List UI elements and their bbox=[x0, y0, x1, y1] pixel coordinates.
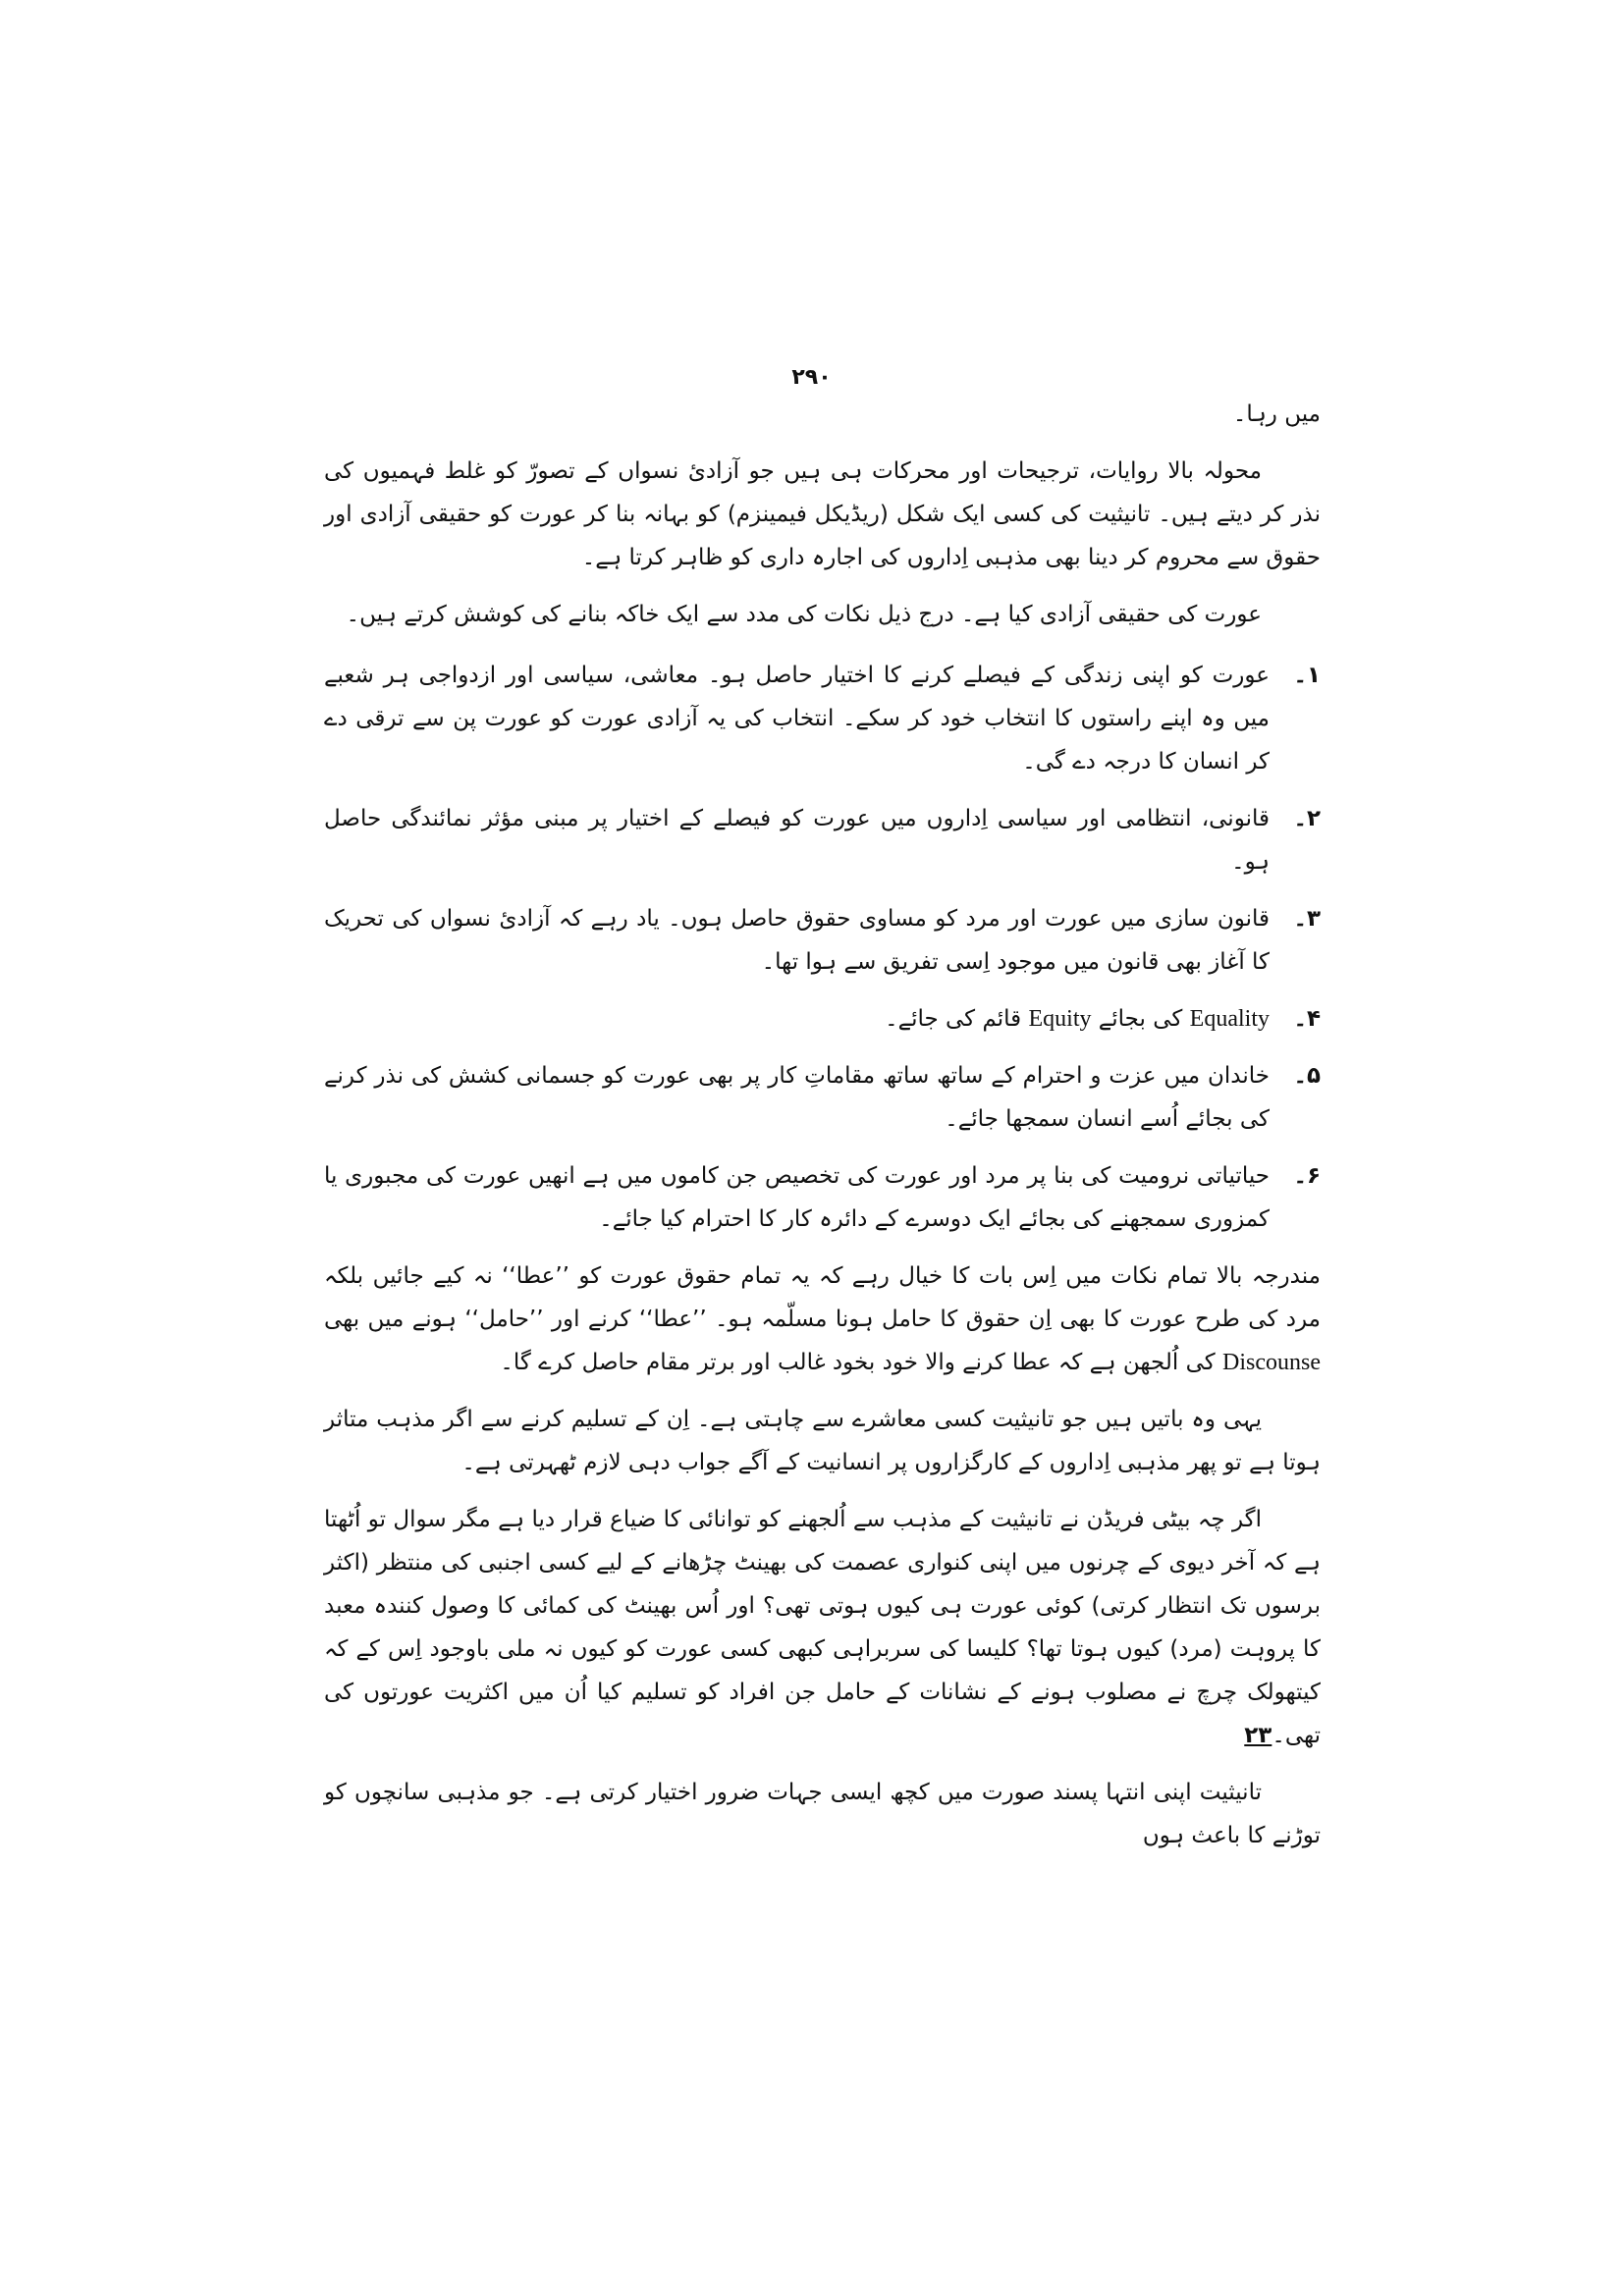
page-number: ۲۹۰ bbox=[791, 365, 832, 390]
list-item bbox=[324, 897, 1321, 984]
paragraph-rights-note bbox=[324, 1255, 1321, 1384]
list-item-text-after: قائم کی جائے۔ bbox=[885, 1006, 1029, 1032]
latin-term-discourse: Discounse bbox=[1222, 1350, 1321, 1375]
paragraph-continuation: میں رہا۔ bbox=[1232, 401, 1321, 427]
list-item-number: ۳۔ bbox=[1293, 906, 1321, 932]
list-item-text-mid: کی بجائے bbox=[1091, 1006, 1190, 1032]
list-item-number: ۵۔ bbox=[1293, 1063, 1321, 1089]
page-body bbox=[324, 393, 1321, 1871]
paragraph-rights-text-a: مندرجہ بالا تمام نکات میں اِس بات کا خیال رہے کہ یہ تمام حقوق عورت کو ’’عطا‘‘ نہ کیے جائیں بلکہ مرد کی طرح عورت کا بھی اِن حقوق کا حامل ہونا مسلّمہ ہو۔ ’’عطا‘‘ کرنے اور ’’حامل‘‘ ہونے میں بھی bbox=[324, 1263, 1321, 1332]
list-item-text: حیاتیاتی نرومیت کی بنا پر مرد اور عورت کی تخصیص جن کاموں میں ہے انھیں عورت کی مجبوری یا کمزوری سمجھنے کی بجائے ایک دوسرے کے دائرہ کار کا احترام کیا جائے۔ bbox=[324, 1163, 1270, 1232]
paragraph-traditions: محولہ بالا روایات، ترجیحات اور محرکات ہی ہیں جو آزادیٔ نسواں کے تصورّ کو غلط فہمیوں کی نذر کر دیتے ہیں۔ تانیثیت کی کسی ایک شکل (ریڈیکل فیمینزم) کو بہانہ بنا کر عورت کو حقیقی آزادی اور حقوق سے محروم کر دینا بھی مذہبی اِداروں کی اجارہ داری کو ظاہر کرتا ہے۔ bbox=[324, 458, 1321, 570]
paragraph-friedan bbox=[324, 1498, 1321, 1757]
list-item-number: ۴۔ bbox=[1293, 1006, 1321, 1032]
list-item-text: خاندان میں عزت و احترام کے ساتھ ساتھ مقاماتِ کار پر بھی عورت کو جسمانی کشش کی نذر کرنے کی بجائے اُسے انسان سمجھا جائے۔ bbox=[324, 1063, 1270, 1132]
paragraph-list-intro: عورت کی حقیقی آزادی کیا ہے۔ درج ذیل نکات کی مدد سے ایک خاکہ بنانے کی کوشش کرتے ہیں۔ bbox=[346, 602, 1262, 627]
paragraph-friedan-text: اگر چہ بیٹی فریڈن نے تانیثیت کے مذہب سے اُلجھنے کو توانائی کا ضیاع قرار دیا ہے مگر سوال تو اُٹھتا ہے کہ آخر دیوی کے چرنوں میں اپنی کنواری عصمت کی بھینٹ چڑھانے کے لیے کسی اجنبی کی منتظر (اکثر برسوں تک انتظار کرتی) کوئی عورت ہی کیوں ہوتی تھی؟ اور اُس بھینٹ کی کمائی کا وصول کنندہ معبد کا پروہت (مرد) کیوں ہوتا تھا؟ کلیسا کی سربراہی کبھی کسی عورت کو کیوں نہ ملی باوجود اِس کے کہ کیتھولک چرچ نے مصلوب ہونے کے نشانات کے حامل جن افراد کو تسلیم کیا اُن میں اکثریت عورتوں کی تھی۔ bbox=[324, 1507, 1321, 1748]
list-item-text bbox=[324, 997, 1270, 1041]
list-item-number: ۶۔ bbox=[1293, 1163, 1321, 1189]
footnote-reference: ۲۳ bbox=[1244, 1723, 1272, 1748]
list-item bbox=[324, 654, 1321, 783]
list-item-number: ۱۔ bbox=[1293, 663, 1321, 688]
paragraph-rights-text-b: کی اُلجھن ہے کہ عطا کرنے والا خود بخود غالب اور برتر مقام حاصل کرے گا۔ bbox=[500, 1350, 1223, 1375]
list-item bbox=[324, 797, 1321, 883]
list-item-text: قانونی، انتظامی اور سیاسی اِداروں میں عورت کو فیصلے کے اختیار پر مبنی مؤثر نمائندگی حاصل ہو۔ bbox=[324, 806, 1270, 875]
list-item-text: عورت کو اپنی زندگی کے فیصلے کرنے کا اختیار حاصل ہو۔ معاشی، سیاسی اور ازدواجی ہر شعبے میں وہ اپنے راستوں کا انتخاب خود کر سکے۔ انتخاب کی یہ آزادی عورت کو عورت پن سے ترقی دے کر انسان کا درجہ دے گی۔ bbox=[324, 663, 1270, 774]
paragraph-feminism-demands: یہی وہ باتیں ہیں جو تانیثیت کسی معاشرے سے چاہتی ہے۔ اِن کے تسلیم کرنے سے اگر مذہب متاثر ہوتا ہے تو پھر مذہبی اِداروں کے کارگزاروں پر انسانیت کے آگے جواب دہی لازم ٹھہرتی ہے۔ bbox=[324, 1407, 1321, 1475]
latin-term-equity: Equity bbox=[1028, 1006, 1092, 1032]
list-item bbox=[324, 997, 1321, 1041]
list-item-number: ۲۔ bbox=[1293, 806, 1321, 831]
list-item bbox=[324, 1054, 1321, 1141]
paragraph-extreme-form: تانیثیت اپنی انتہا پسند صورت میں کچھ ایسی جہات ضرور اختیار کرتی ہے۔ جو مذہبی سانچوں کو توڑنے کا باعث ہوں bbox=[324, 1780, 1321, 1848]
list-item bbox=[324, 1154, 1321, 1241]
latin-term-equality: Equality bbox=[1189, 1006, 1270, 1032]
list-item-text: قانون سازی میں عورت اور مرد کو مساوی حقوق حاصل ہوں۔ یاد رہے کہ آزادیٔ نسواں کی تحریک کا آغاز بھی قانون میں موجود اِسی تفریق سے ہوا تھا۔ bbox=[324, 906, 1270, 975]
